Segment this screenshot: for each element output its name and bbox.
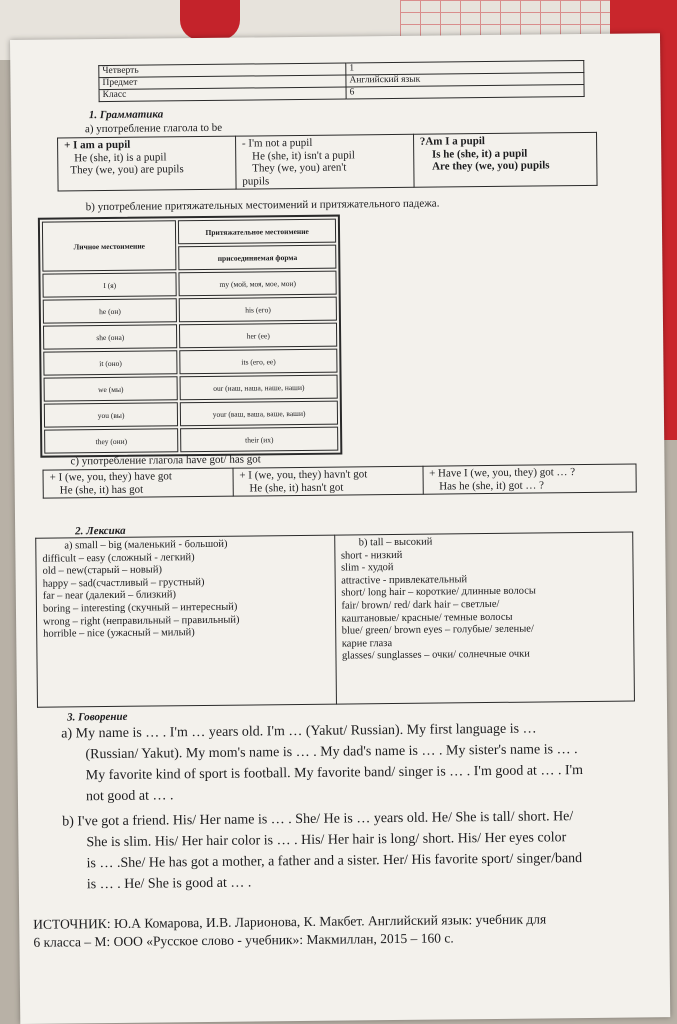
personal-pronoun: it (оно) bbox=[43, 350, 178, 375]
table-line: ?Am I a pupil bbox=[419, 135, 485, 148]
table-line: He (she, it) isn't a pupil bbox=[252, 148, 355, 162]
vocab-line: short/ long hair – короткие/ длинные волосы bbox=[341, 585, 536, 599]
table-line: pupils bbox=[242, 174, 270, 188]
to-be-table bbox=[57, 132, 598, 192]
section-grammar-title: 1. Грамматика bbox=[88, 108, 164, 122]
pronoun-row bbox=[44, 401, 338, 428]
attached-form-header: присоединяемая форма bbox=[178, 245, 336, 271]
speaking-line: She is slim. His/ Her hair color is … . His/ Her hair is long/ short. His/ Her eyes color bbox=[86, 830, 567, 851]
table-line: Is he (she, it) a pupil bbox=[431, 147, 528, 161]
vocab-line: b) tall – высокий bbox=[358, 536, 433, 549]
possessive-pronoun: my (мой, моя, мое, мои) bbox=[179, 271, 337, 297]
table-line: Has he (she, it) got … ? bbox=[439, 478, 545, 493]
possessive-pronoun: her (ее) bbox=[179, 323, 337, 349]
speaking-line: (Russian/ Yakut). My mom's name is … . My dad's name is … . My sister's name is … . bbox=[85, 742, 578, 763]
personal-pronoun: you (вы) bbox=[44, 402, 179, 427]
personal-pronoun: they (они) bbox=[44, 428, 179, 453]
table-line: Are they (we, you) pupils bbox=[432, 159, 550, 173]
table-line: + I (we, you, they) havn't got bbox=[239, 468, 368, 482]
header-value: 1 bbox=[346, 60, 584, 74]
vocab-line: attractive - привлекательный bbox=[341, 574, 468, 587]
table-line: + I am a pupil bbox=[64, 138, 131, 152]
subsection-have-got-title: c) употребление глагола have got/ has got bbox=[70, 453, 261, 468]
background-red-object bbox=[180, 0, 240, 40]
source-citation bbox=[33, 909, 663, 952]
vocab-line: fair/ brown/ red/ dark hair – светлые/ bbox=[341, 598, 500, 612]
to-be-negative-cell bbox=[235, 134, 413, 189]
personal-pronoun: he (он) bbox=[43, 298, 178, 323]
possessive-pronoun: our (наш, наша, наше, наши) bbox=[180, 375, 338, 401]
header-value: Английский язык bbox=[346, 72, 584, 86]
subsection-to-be-title: a) употребление глагола to be bbox=[84, 121, 223, 136]
vocabulary-appearance-cell bbox=[334, 532, 634, 704]
worksheet-page bbox=[10, 33, 670, 1024]
source-line: 6 класса – М: ООО «Русское слово - учебник»: Макмиллан, 2015 – 160 с. bbox=[33, 930, 454, 950]
have-got-table bbox=[43, 463, 637, 498]
vocab-line: difficult – easy (сложный - легкий) bbox=[42, 551, 195, 565]
speaking-line: a) My name is … . I'm … years old. I'm … (Yakut/ Russian). My first language is … bbox=[61, 721, 537, 742]
speaking-line: is … . He/ She is good at … . bbox=[86, 875, 252, 893]
pronoun-row bbox=[42, 271, 336, 298]
table-line: They (we, you) aren't bbox=[252, 161, 347, 175]
personal-pronoun: she (она) bbox=[43, 324, 178, 349]
pronoun-row bbox=[44, 427, 338, 454]
header-label: Предмет bbox=[99, 75, 346, 90]
header-label: Четверть bbox=[99, 63, 346, 78]
table-line: He (she, it) is a pupil bbox=[74, 150, 167, 164]
have-got-question-cell bbox=[422, 464, 636, 494]
pronoun-table bbox=[38, 215, 342, 458]
table-line: + I (we, you, they) have got bbox=[49, 470, 172, 484]
vocabulary-table bbox=[35, 532, 635, 708]
table-line: He (she, it) hasn't got bbox=[249, 481, 344, 495]
table-line: They (we, you) are pupils bbox=[70, 163, 184, 177]
header-table bbox=[98, 60, 584, 102]
pronoun-row bbox=[43, 297, 337, 324]
possessive-pronoun: his (его) bbox=[179, 297, 337, 323]
speaking-line: My favorite kind of sport is football. My favorite band/ singer is … . I'm good at … . I'm bbox=[85, 763, 584, 784]
vocab-line: a) small – big (маленький - большой) bbox=[64, 538, 228, 552]
personal-pronoun: we (мы) bbox=[44, 376, 179, 401]
vocab-line: slim - худой bbox=[340, 562, 394, 574]
vocab-line: каштановые/ красные/ темные волосы bbox=[341, 611, 513, 625]
vocab-line: short - низкий bbox=[340, 549, 403, 562]
speaking-paragraph-a bbox=[61, 717, 662, 807]
vocab-line: карие глаза bbox=[341, 637, 393, 650]
speaking-line: not good at … . bbox=[85, 788, 174, 805]
table-line: + Have I (we, you, they) got … ? bbox=[429, 466, 576, 480]
speaking-line: is … .She/ He has got a mother, a father and a sister. Her/ His favorite sport/ singer/band bbox=[86, 851, 583, 872]
pronoun-row bbox=[43, 349, 337, 376]
possessive-pronoun: their (их) bbox=[180, 427, 338, 453]
source-line: ИСТОЧНИК: Ю.А Комарова, И.В. Ларионова, К. Макбет. Английский язык: учебник для bbox=[33, 911, 547, 932]
speaking-paragraph-b bbox=[62, 805, 663, 895]
possessive-pronoun: its (его, ее) bbox=[180, 349, 338, 375]
vocab-line: far – near (далекий – близкий) bbox=[42, 589, 176, 603]
vocab-line: old – new(старый – новый) bbox=[42, 564, 162, 577]
pronoun-row bbox=[44, 375, 338, 402]
pronoun-row bbox=[43, 323, 337, 350]
vocab-line: horrible – nice (ужасный – милый) bbox=[43, 627, 195, 640]
vocab-line: wrong – right (неправильный – правильный) bbox=[43, 614, 240, 628]
personal-pronoun-header: Личное местоимение bbox=[42, 220, 177, 271]
personal-pronoun: I (я) bbox=[42, 272, 177, 297]
possessive-pronoun: your (ваш, ваша, ваше, ваши) bbox=[180, 401, 338, 427]
section-vocabulary-title: 2. Лексика bbox=[75, 524, 126, 538]
header-value: 6 bbox=[346, 84, 584, 98]
possessive-pronoun-header: Притяжательное местоимение bbox=[178, 219, 336, 245]
speaking-line: b) I've got a friend. His/ Her name is … . She/ He is … years old. He/ She is tall/ short. He/ bbox=[62, 809, 574, 830]
section-speaking-title: 3. Говорение bbox=[67, 710, 128, 724]
vocab-line: boring – interesting (скучный – интересный) bbox=[42, 601, 238, 615]
table-line: - I'm not a pupil bbox=[241, 136, 313, 150]
vocab-line: happy – sad(счастливый – грустный) bbox=[42, 576, 205, 590]
header-label: Класс bbox=[99, 87, 346, 102]
have-got-negative-cell bbox=[233, 466, 423, 496]
have-got-positive-cell bbox=[43, 468, 233, 498]
subsection-possessive-title: b) употребление притяжательных местоимений и притяжательного падежа. bbox=[85, 197, 440, 214]
vocab-line: blue/ green/ brown eyes – голубые/ зеленые/ bbox=[341, 623, 534, 637]
to-be-question-cell bbox=[413, 132, 597, 187]
vocab-line: glasses/ sunglasses – очки/ солнечные очки bbox=[341, 648, 530, 662]
to-be-positive-cell bbox=[58, 136, 236, 191]
table-line: He (she, it) has got bbox=[59, 483, 144, 497]
vocabulary-opposites-cell bbox=[36, 535, 336, 707]
